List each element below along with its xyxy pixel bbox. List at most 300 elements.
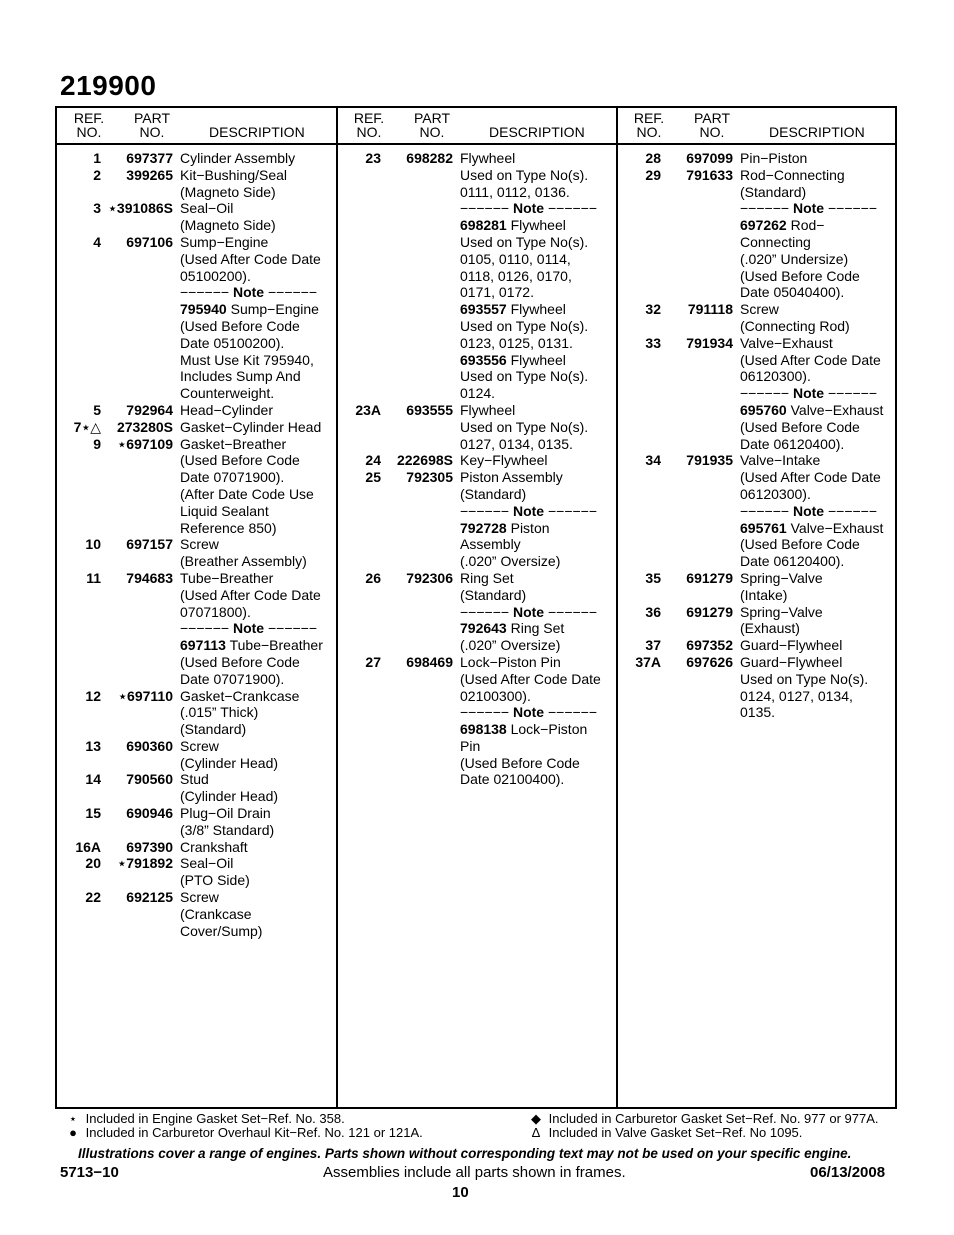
part-row	[337, 755, 617, 772]
part-description: Date 02100400).	[460, 771, 565, 788]
part-description: (Used Before Code	[740, 418, 860, 435]
part-description: Screw	[740, 301, 779, 318]
part-row	[57, 167, 337, 184]
part-description: 07071800).	[180, 603, 251, 620]
part-row	[57, 738, 337, 755]
part-number: 690360	[126, 737, 173, 754]
part-description: 697262 Rod−	[740, 217, 825, 234]
part-description: (.020” Oversize)	[460, 553, 561, 570]
ref-number: 32	[645, 301, 661, 318]
part-description: Used on Type No(s).	[460, 418, 589, 435]
delta-icon: ∆	[532, 1125, 540, 1140]
ref-number: 3	[93, 200, 101, 217]
part-row	[337, 536, 617, 553]
part-description: (Used After Code Date	[180, 586, 321, 603]
part-description: (Standard)	[460, 586, 527, 603]
part-description: Connecting	[740, 233, 811, 250]
part-description: 0105, 0110, 0114,	[460, 250, 571, 267]
part-row	[337, 704, 617, 721]
part-row	[337, 671, 617, 688]
part-number: 691279	[686, 603, 733, 620]
part-row	[617, 402, 897, 419]
part-row	[57, 889, 337, 906]
ref-number: 34	[645, 452, 661, 469]
part-description: Liquid Sealant	[180, 502, 269, 519]
ref-number: 35	[645, 569, 661, 586]
part-description: Pin−Piston	[740, 150, 808, 166]
part-description: 792643 Ring Set	[460, 620, 565, 637]
part-row	[617, 368, 897, 385]
part-number: 698469	[406, 653, 453, 670]
legend-dot: ● Included in Carburetor Overhaul Kit−Ref. No. 121 or 121A.	[64, 1126, 423, 1140]
part-description: Gasket−Breather	[180, 435, 287, 452]
ref-number: 13	[85, 737, 101, 754]
part-row	[57, 217, 337, 234]
part-description: Rod−Connecting	[740, 166, 845, 183]
part-number: 791935	[686, 452, 733, 469]
part-description: (PTO Side)	[180, 872, 250, 889]
part-row	[337, 654, 617, 671]
ref-number: 27	[365, 653, 381, 670]
parts-column-3	[617, 108, 897, 1107]
part-row	[617, 301, 897, 318]
ref-number: 23	[365, 150, 381, 166]
part-description: (Used Before Code	[460, 754, 580, 771]
part-description: Gasket−Cylinder Head	[180, 418, 322, 435]
ref-number: 29	[645, 166, 661, 183]
part-description: (.015” Thick)	[180, 704, 259, 721]
part-number: 691279	[686, 569, 733, 586]
part-row	[617, 352, 897, 369]
part-row	[617, 486, 897, 503]
part-row	[57, 436, 337, 453]
ref-number: 11	[86, 569, 101, 586]
part-description: 06120300).	[740, 368, 811, 385]
part-row	[617, 167, 897, 184]
part-description: −−−−−− Note −−−−−−	[460, 502, 598, 519]
part-row	[337, 385, 617, 402]
part-description: Gasket−Crankcase	[180, 687, 300, 704]
part-number: 697157	[126, 536, 173, 553]
part-description: 698281 Flywheel	[460, 217, 566, 234]
part-row	[57, 923, 337, 940]
part-description: (Connecting Rod)	[740, 317, 850, 334]
description-header: DESCRIPTION	[769, 124, 865, 140]
part-description: Screw	[180, 889, 219, 906]
parts-list	[57, 150, 337, 939]
part-row	[57, 587, 337, 604]
part-header: PART NO.	[693, 110, 731, 140]
ref-number: 2	[93, 166, 101, 183]
part-row	[337, 688, 617, 705]
part-row	[337, 486, 617, 503]
ref-number: 25	[365, 469, 381, 486]
part-description: (Used Before Code	[180, 317, 300, 334]
part-description: (Standard)	[180, 721, 247, 738]
part-row	[337, 368, 617, 385]
part-description: 02100300).	[460, 687, 531, 704]
ref-number: 15	[85, 805, 101, 822]
part-row	[57, 755, 337, 772]
part-description: −−−−−− Note −−−−−−	[740, 502, 878, 519]
ref-number: 36	[645, 603, 661, 620]
part-row	[57, 671, 337, 688]
part-description: Head−Cylinder	[180, 401, 273, 418]
part-row	[57, 620, 337, 637]
part-description: Used on Type No(s).	[460, 317, 589, 334]
part-description: (Used Before Code	[740, 267, 860, 284]
ref-number: 37A	[635, 653, 661, 670]
part-row	[617, 570, 897, 587]
part-row	[617, 503, 897, 520]
part-row	[57, 318, 337, 335]
part-description: −−−−−− Note −−−−−−	[740, 200, 878, 217]
part-row	[617, 536, 897, 553]
part-row	[337, 503, 617, 520]
part-row	[57, 402, 337, 419]
part-description: (Standard)	[740, 183, 807, 200]
part-number: 697377	[126, 150, 173, 166]
part-description: (Magneto Side)	[180, 183, 276, 200]
part-description: Date 07071900).	[180, 670, 285, 687]
part-description: Kit−Bushing/Seal	[180, 166, 288, 183]
part-row	[57, 822, 337, 839]
part-description: 795940 Sump−Engine	[180, 301, 319, 318]
part-row	[57, 486, 337, 503]
part-description: Plug−Oil Drain	[180, 805, 271, 822]
part-row	[57, 721, 337, 738]
ref-number: 16A	[75, 838, 101, 855]
part-description: −−−−−− Note −−−−−−	[460, 704, 598, 721]
part-number: 697352	[686, 637, 733, 654]
part-description: (.020” Oversize)	[460, 637, 561, 654]
part-description: 695760 Valve−Exhaust	[740, 401, 884, 418]
part-row	[57, 570, 337, 587]
part-number: 690946	[126, 805, 173, 822]
part-description: 697113 Tube−Breather	[180, 637, 323, 654]
part-number: 791633	[686, 166, 733, 183]
part-row	[337, 150, 617, 167]
part-row	[337, 469, 617, 486]
ref-number: 14	[85, 771, 101, 788]
part-row	[57, 839, 337, 856]
description-header: DESCRIPTION	[209, 124, 305, 140]
part-row	[57, 200, 337, 217]
ref-number: 23A	[355, 401, 381, 418]
part-description: Date 06120400).	[740, 435, 845, 452]
part-row	[57, 906, 337, 923]
part-row	[617, 200, 897, 217]
part-description: (.020” Undersize)	[740, 250, 849, 267]
part-description: (Cylinder Head)	[180, 754, 279, 771]
part-row	[617, 688, 897, 705]
part-description: Counterweight.	[180, 385, 275, 402]
part-description: (Exhaust)	[740, 620, 800, 637]
part-header: PART NO.	[133, 110, 171, 140]
part-number: ⋆391086S	[108, 200, 173, 217]
part-description: −−−−−− Note −−−−−−	[740, 385, 878, 402]
part-description: (Used After Code Date	[740, 351, 881, 368]
part-header: PART NO.	[413, 110, 451, 140]
part-description: 05100200).	[180, 267, 251, 284]
part-description: Ring Set	[460, 569, 514, 586]
part-number: 792306	[406, 569, 453, 586]
part-row	[57, 688, 337, 705]
part-description: (Used Before Code	[180, 452, 300, 469]
part-description: −−−−−− Note −−−−−−	[180, 620, 318, 637]
part-description: Key−Flywheel	[460, 452, 548, 469]
part-number: 697099	[686, 150, 733, 166]
part-number: 698282	[406, 150, 453, 166]
part-row	[57, 284, 337, 301]
part-description: (Intake)	[740, 586, 788, 603]
part-row	[57, 771, 337, 788]
part-description: Cylinder Assembly	[180, 150, 296, 166]
ref-header: REF. NO.	[633, 110, 665, 140]
part-description: Tube−Breather	[180, 569, 274, 586]
part-number: ⋆791892	[117, 855, 173, 872]
part-description: (Used Before Code	[180, 653, 300, 670]
part-row	[57, 419, 337, 436]
part-description: (Used After Code Date	[460, 670, 601, 687]
part-row	[617, 318, 897, 335]
part-description: 698138 Lock−Piston	[460, 721, 588, 738]
part-row	[57, 335, 337, 352]
revision-date: 06/13/2008	[810, 1164, 886, 1181]
part-row	[617, 637, 897, 654]
part-row	[337, 402, 617, 419]
ref-number: 10	[85, 536, 101, 553]
part-row	[617, 184, 897, 201]
part-row	[57, 637, 337, 654]
part-row	[337, 184, 617, 201]
part-description: Guard−Flywheel	[740, 637, 843, 654]
ref-number: 4	[93, 233, 101, 250]
part-description: Piston Assembly	[460, 469, 563, 486]
part-description: Used on Type No(s).	[460, 368, 589, 385]
part-row	[617, 150, 897, 167]
ref-number: 37	[645, 637, 661, 654]
legend-star: ⋆ Included in Engine Gasket Set−Ref. No. 358.	[64, 1112, 345, 1126]
part-number: 273280S	[116, 418, 173, 435]
part-description: Spring−Valve	[740, 603, 823, 620]
ref-number: 28	[645, 150, 661, 166]
part-row	[57, 872, 337, 889]
part-description: 0124.	[460, 385, 496, 402]
part-description: Date 06120400).	[740, 553, 845, 570]
ref-number: 24	[365, 452, 381, 469]
part-description: Sump−Engine	[180, 233, 269, 250]
part-description: Date 07071900).	[180, 469, 285, 486]
form-number: 5713−10	[60, 1164, 119, 1181]
part-row	[617, 469, 897, 486]
part-row	[617, 268, 897, 285]
part-description: Must Use Kit 795940,	[180, 351, 314, 368]
part-description: Flywheel	[460, 150, 516, 166]
part-description: 0135.	[740, 704, 776, 721]
ref-header: REF. NO.	[73, 110, 105, 140]
part-number: ⋆697110	[118, 687, 173, 704]
legend-diamond: ◆ Included in Carburetor Gasket Set−Ref. No. 977 or 977A.	[527, 1112, 879, 1126]
parts-table	[55, 106, 897, 1109]
part-description: Reference 850)	[180, 519, 277, 536]
part-description: Flywheel	[460, 401, 516, 418]
part-row	[337, 738, 617, 755]
part-number: 791118	[687, 301, 733, 318]
ref-number: 22	[85, 889, 101, 906]
part-description: 0111, 0112, 0136.	[460, 183, 570, 200]
part-row	[337, 604, 617, 621]
part-row	[337, 167, 617, 184]
part-description: (Used Before Code	[740, 536, 860, 553]
part-row	[617, 385, 897, 402]
legend-delta: ∆ Included in Valve Gasket Set−Ref. No 1095.	[527, 1126, 802, 1140]
part-row	[337, 771, 617, 788]
part-row	[337, 217, 617, 234]
part-description: 693556 Flywheel	[460, 351, 566, 368]
part-row	[337, 637, 617, 654]
part-row	[617, 217, 897, 234]
part-row	[617, 234, 897, 251]
part-row	[57, 604, 337, 621]
part-row	[337, 284, 617, 301]
part-row	[337, 268, 617, 285]
part-description: Includes Sump And	[180, 368, 301, 385]
part-description: Guard−Flywheel	[740, 653, 843, 670]
part-description: Used on Type No(s).	[740, 670, 869, 687]
part-description: Pin	[460, 737, 481, 754]
part-row	[57, 452, 337, 469]
part-description: (Used After Code Date	[180, 250, 321, 267]
part-description: 0118, 0126, 0170,	[460, 267, 572, 284]
part-row	[337, 251, 617, 268]
parts-list	[617, 150, 897, 721]
part-row	[617, 436, 897, 453]
part-row	[617, 419, 897, 436]
part-number: 222698S	[396, 452, 453, 469]
part-row	[57, 503, 337, 520]
part-row	[337, 200, 617, 217]
part-description: 0171, 0172.	[460, 284, 534, 301]
part-row	[337, 452, 617, 469]
part-description: (Crankcase	[180, 905, 252, 922]
ref-number: 1	[93, 150, 101, 166]
part-description: (After Date Code Use	[180, 485, 314, 502]
part-description: 693557 Flywheel	[460, 301, 566, 318]
part-row	[57, 520, 337, 537]
part-number: 794683	[126, 569, 173, 586]
part-number: 697626	[686, 653, 733, 670]
part-row	[57, 654, 337, 671]
part-row	[617, 654, 897, 671]
part-row	[617, 251, 897, 268]
part-description: Screw	[180, 737, 219, 754]
part-description: Date 05100200).	[180, 334, 285, 351]
ref-number: 5	[93, 401, 101, 418]
part-number: 792305	[406, 469, 453, 486]
part-description: Stud	[180, 771, 209, 788]
star-icon: ⋆	[68, 1111, 78, 1126]
part-description: (Breather Assembly)	[180, 553, 307, 570]
part-description: Used on Type No(s).	[460, 233, 589, 250]
part-number: 693555	[406, 401, 453, 418]
disclaimer: Illustrations cover a range of engines. Parts shown without corresponding text may not be used on your specific engine.	[78, 1146, 852, 1161]
part-row	[57, 469, 337, 486]
part-description: (Standard)	[460, 485, 527, 502]
part-row	[57, 251, 337, 268]
part-number: 790560	[126, 771, 173, 788]
part-number: ⋆697109	[117, 435, 173, 452]
part-description: Cover/Sump)	[180, 922, 263, 939]
part-number: 791934	[686, 334, 733, 351]
page-title: 219900	[60, 70, 157, 101]
ref-number: 20	[85, 855, 101, 872]
part-description: Lock−Piston Pin	[460, 653, 561, 670]
parts-column-1	[57, 108, 337, 1107]
part-row	[617, 704, 897, 721]
part-row	[57, 385, 337, 402]
part-row	[617, 335, 897, 352]
part-row	[617, 553, 897, 570]
part-row	[57, 368, 337, 385]
assemblies-note: Assemblies include all parts shown in frames.	[323, 1164, 626, 1181]
part-description: Date 05040400).	[740, 284, 845, 301]
part-description: Valve−Intake	[740, 452, 821, 469]
part-row	[617, 604, 897, 621]
part-description: (Used After Code Date	[740, 469, 881, 486]
part-row	[337, 352, 617, 369]
part-description: Spring−Valve	[740, 569, 823, 586]
ref-number: 7⋆△	[73, 418, 101, 435]
description-header: DESCRIPTION	[489, 124, 585, 140]
part-row	[337, 335, 617, 352]
part-row	[617, 620, 897, 637]
part-description: 06120300).	[740, 485, 811, 502]
part-description: 0127, 0134, 0135.	[460, 435, 573, 452]
part-description: Crankshaft	[180, 838, 248, 855]
part-description: Screw	[180, 536, 219, 553]
part-row	[57, 704, 337, 721]
part-description: 695761 Valve−Exhaust	[740, 519, 884, 536]
part-description: Used on Type No(s).	[460, 166, 589, 183]
part-number: 697106	[126, 233, 173, 250]
part-row	[57, 788, 337, 805]
parts-column-2	[337, 108, 617, 1107]
part-row	[337, 587, 617, 604]
part-row	[57, 352, 337, 369]
part-row	[617, 587, 897, 604]
part-row	[57, 268, 337, 285]
part-description: (Cylinder Head)	[180, 788, 279, 805]
part-description: 0124, 0127, 0134,	[740, 687, 853, 704]
part-description: (Magneto Side)	[180, 217, 276, 234]
part-row	[57, 553, 337, 570]
part-row	[57, 301, 337, 318]
part-row	[337, 301, 617, 318]
part-row	[337, 419, 617, 436]
part-row	[57, 184, 337, 201]
part-description: 0123, 0125, 0131.	[460, 334, 573, 351]
part-row	[337, 520, 617, 537]
part-description: 792728 Piston	[460, 519, 550, 536]
part-row	[337, 318, 617, 335]
part-row	[337, 620, 617, 637]
part-row	[337, 234, 617, 251]
part-description: Seal−Oil	[180, 200, 234, 217]
part-row	[57, 855, 337, 872]
part-row	[337, 553, 617, 570]
part-description: −−−−−− Note −−−−−−	[180, 284, 318, 301]
